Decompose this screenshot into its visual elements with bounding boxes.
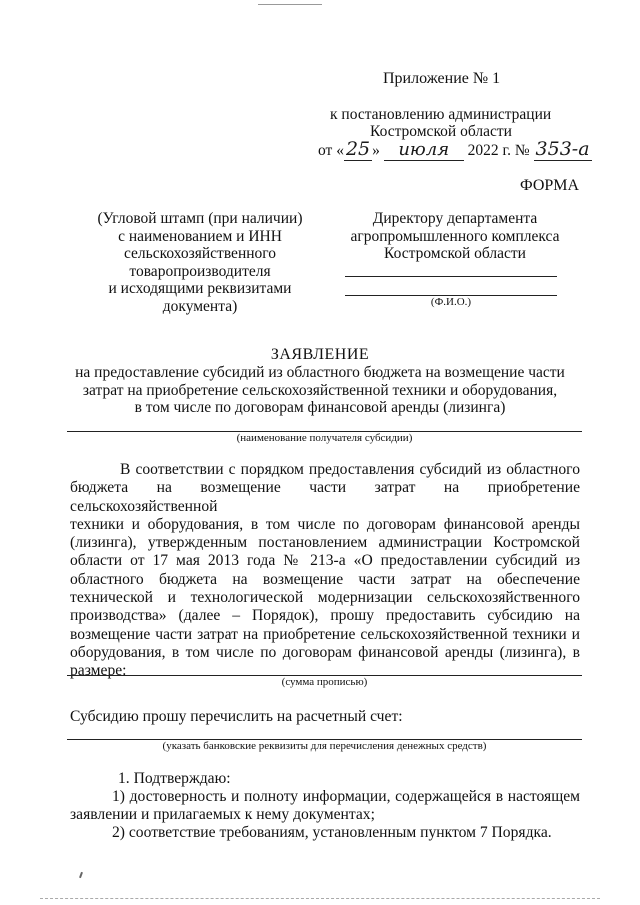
date-month: июля xyxy=(384,139,464,161)
appendix-title: Приложение № 1 xyxy=(383,70,501,87)
paragraph-line: возмещение части затрат на приобретение сельскохозяйственной техники и xyxy=(70,625,580,643)
paragraph-line: производства» (далее – Порядок), прошу предоставить субсидию на xyxy=(70,607,580,625)
addressee-line: Костромской области xyxy=(384,245,526,263)
confirm-item-1-line1: 1) достоверность и полноту информации, содержащейся в настоящем xyxy=(112,788,580,805)
bank-caption: (указать банковские реквизиты для перечисления денежных средств) xyxy=(162,740,487,752)
paragraph-line: технической и технологической модернизации сельскохозяйственного xyxy=(70,589,580,607)
addressee-line: агропромышленного комплекса xyxy=(350,227,560,245)
main-paragraph xyxy=(70,461,580,681)
date-day: 25 xyxy=(345,138,371,160)
scan-mark-dot xyxy=(79,872,83,878)
addressee-block xyxy=(330,210,580,263)
subtitle-line: на предоставление субсидий из областного бюджета на возмещение части xyxy=(75,364,565,381)
scan-top-mark xyxy=(258,4,322,5)
recipient-caption: (наименование получателя субсидии) xyxy=(236,432,413,444)
paragraph-line: оборудования, в том числе по договорам финансовой аренды (лизинга), в xyxy=(70,643,580,661)
stamp-line: с наименованием и ИНН xyxy=(118,227,282,245)
confirm-item-1-line2: заявлении и прилагаемых к нему документах; xyxy=(70,806,375,824)
stamp-line: (Угловой штамп (при наличии) xyxy=(97,210,303,227)
subtitle-line: затрат на приобретение сельскохозяйственной техники и оборудования, xyxy=(82,381,558,399)
appendix-line1: к постановлению администрации xyxy=(330,106,552,123)
paragraph-line: областного бюджета на возмещение части затрат на обеспечение xyxy=(70,570,580,588)
subtitle-line: в том числе по договорам финансовой аренды (лизинга) xyxy=(134,399,506,416)
appendix-line2: Костромской области xyxy=(370,123,512,140)
form-label: ФОРМА xyxy=(520,177,580,194)
paragraph-line: бюджета на возмещение части затрат на приобретение сельскохозяйственной xyxy=(70,479,580,515)
stamp-line: товаропроизводителя xyxy=(129,262,271,280)
addressee-line: Директору департамента xyxy=(372,210,538,227)
addressee-blank-line-1 xyxy=(345,276,557,277)
scan-bottom-mark xyxy=(40,898,600,899)
confirm-item-2: 2) соответствие требованиям, установленным пунктом 7 Порядка. xyxy=(112,824,552,841)
paragraph-line: (лизинга), утвержденным постановлением администрации Костромской xyxy=(70,534,580,552)
statement-subtitle xyxy=(40,364,600,417)
statement-title: ЗАЯВЛЕНИЕ xyxy=(270,346,370,363)
confirm-heading: 1. Подтверждаю: xyxy=(118,770,231,787)
stamp-line: документа) xyxy=(162,297,238,315)
date-mid: » xyxy=(372,142,380,159)
appendix-date-line xyxy=(318,138,592,161)
stamp-line: сельскохозяйственного xyxy=(123,245,277,263)
transfer-text: Субсидию прошу перечислить на расчетный счет: xyxy=(70,708,403,725)
paragraph-line: техники и оборудования, в том числе по договорам финансовой аренды xyxy=(70,515,580,533)
stamp-line: и исходящими реквизитами xyxy=(108,280,292,298)
paragraph-line: области от 17 мая 2013 года № 213-а «О предоставлении субсидий из xyxy=(70,552,580,570)
date-prefix: от « xyxy=(318,142,344,159)
sum-caption: (сумма прописью) xyxy=(281,676,368,688)
date-number: 353-а xyxy=(535,138,590,160)
fio-caption: (Ф.И.О.) xyxy=(430,296,472,308)
paragraph-line: размере: xyxy=(70,662,127,680)
stamp-block xyxy=(70,210,330,316)
date-year: 2022 г. № xyxy=(467,142,530,159)
paragraph-line: В соответствии с порядком предоставления субсидий из областного xyxy=(120,461,580,478)
confirm-item-1 xyxy=(70,788,580,825)
